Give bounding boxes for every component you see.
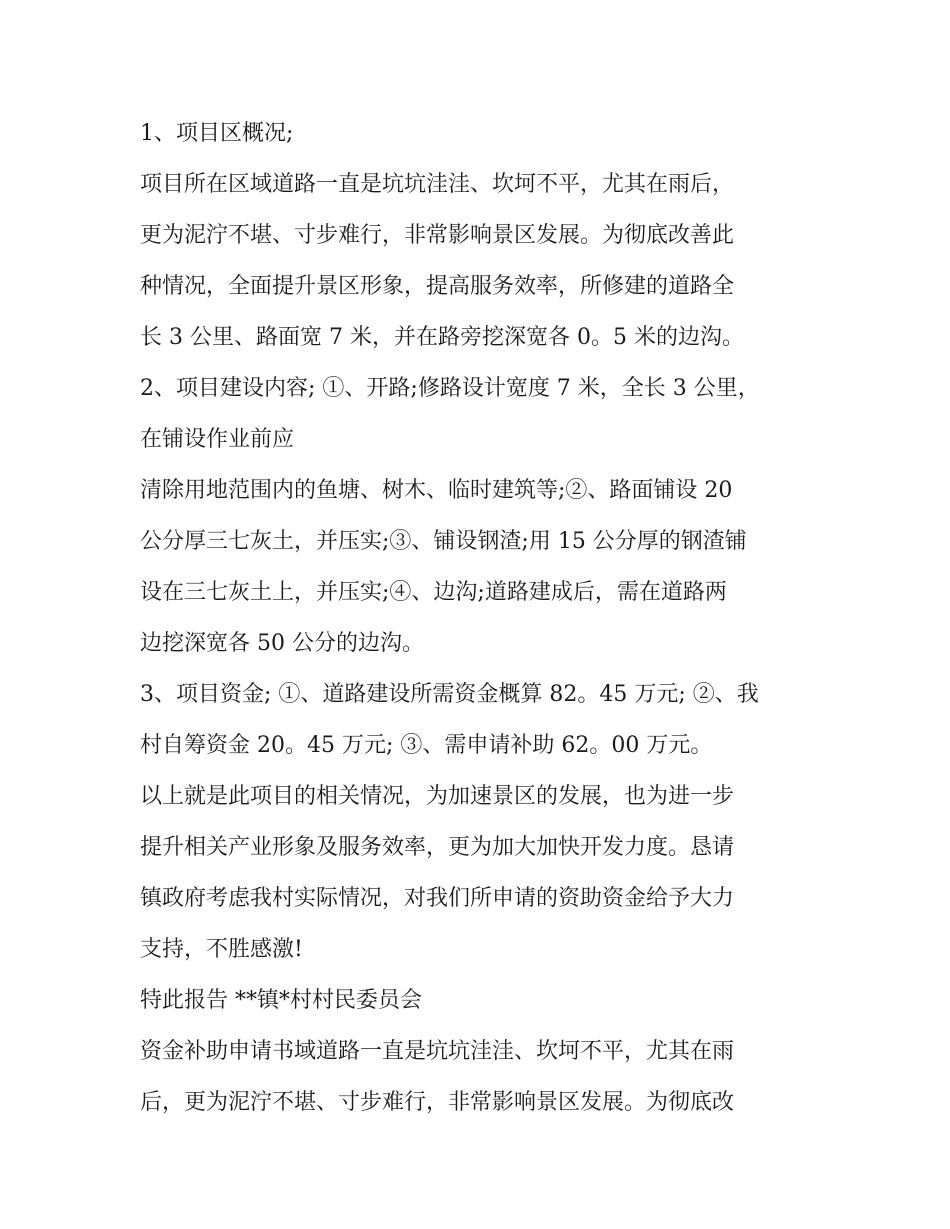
paragraph-line: 长 3 公里、路面宽 7 米，并在路旁挖深宽各 0。5 米的边沟。 — [140, 325, 744, 350]
document-body — [140, 108, 820, 1128]
paragraph-line: 边挖深宽各 50 公分的边沟。 — [140, 631, 424, 656]
section-heading-construction: 2、项目建设内容; ①、开路;修路设计宽度 7 米，全长 3 公里， — [140, 376, 760, 401]
paragraph-line: 设在三七灰土上，并压实;④、边沟;道路建成后，需在道路两 — [140, 580, 727, 605]
paragraph-line: 种情况，全面提升景区形象，提高服务效率，所修建的道路全 — [140, 274, 735, 299]
paragraph-line: 村自筹资金 20。45 万元; ③、需申请补助 62。00 万元。 — [140, 733, 713, 758]
paragraph-line: 后，更为泥泞不堪、寸步难行，非常影响景区发展。为彻底改 — [140, 1090, 735, 1115]
paragraph-line: 提升相关产业形象及服务效率，更为加大加快开发力度。恳请 — [140, 835, 735, 860]
paragraph-line: 公分厚三七灰土，并压实;③、铺设钢渣;用 15 公分厚的钢渣铺 — [140, 529, 747, 554]
paragraph-line: 镇政府考虑我村实际情况，对我们所申请的资助资金给予大力 — [140, 886, 735, 911]
section-heading-funding: 3、项目资金; ①、道路建设所需资金概算 82。45 万元; ②、我 — [140, 682, 759, 707]
paragraph-line: 清除用地范围内的鱼塘、树木、临时建筑等;②、路面铺设 20 — [140, 478, 733, 503]
paragraph-line: 资金补助申请书域道路一直是坑坑洼洼、坎坷不平，尤其在雨 — [140, 1039, 735, 1064]
paragraph-line: 项目所在区域道路一直是坑坑洼洼、坎坷不平，尤其在雨后， — [140, 172, 735, 197]
paragraph-line: 更为泥泞不堪、寸步难行，非常影响景区发展。为彻底改善此 — [140, 223, 735, 248]
paragraph-line: 以上就是此项目的相关情况，为加速景区的发展，也为进一步 — [140, 784, 735, 809]
section-heading-overview: 1、项目区概况; — [140, 121, 294, 146]
paragraph-line: 支持，不胜感激! — [140, 937, 303, 962]
signature-line: 特此报告 **镇*村村民委员会 — [140, 988, 422, 1013]
paragraph-line: 在铺设作业前应 — [140, 427, 295, 452]
